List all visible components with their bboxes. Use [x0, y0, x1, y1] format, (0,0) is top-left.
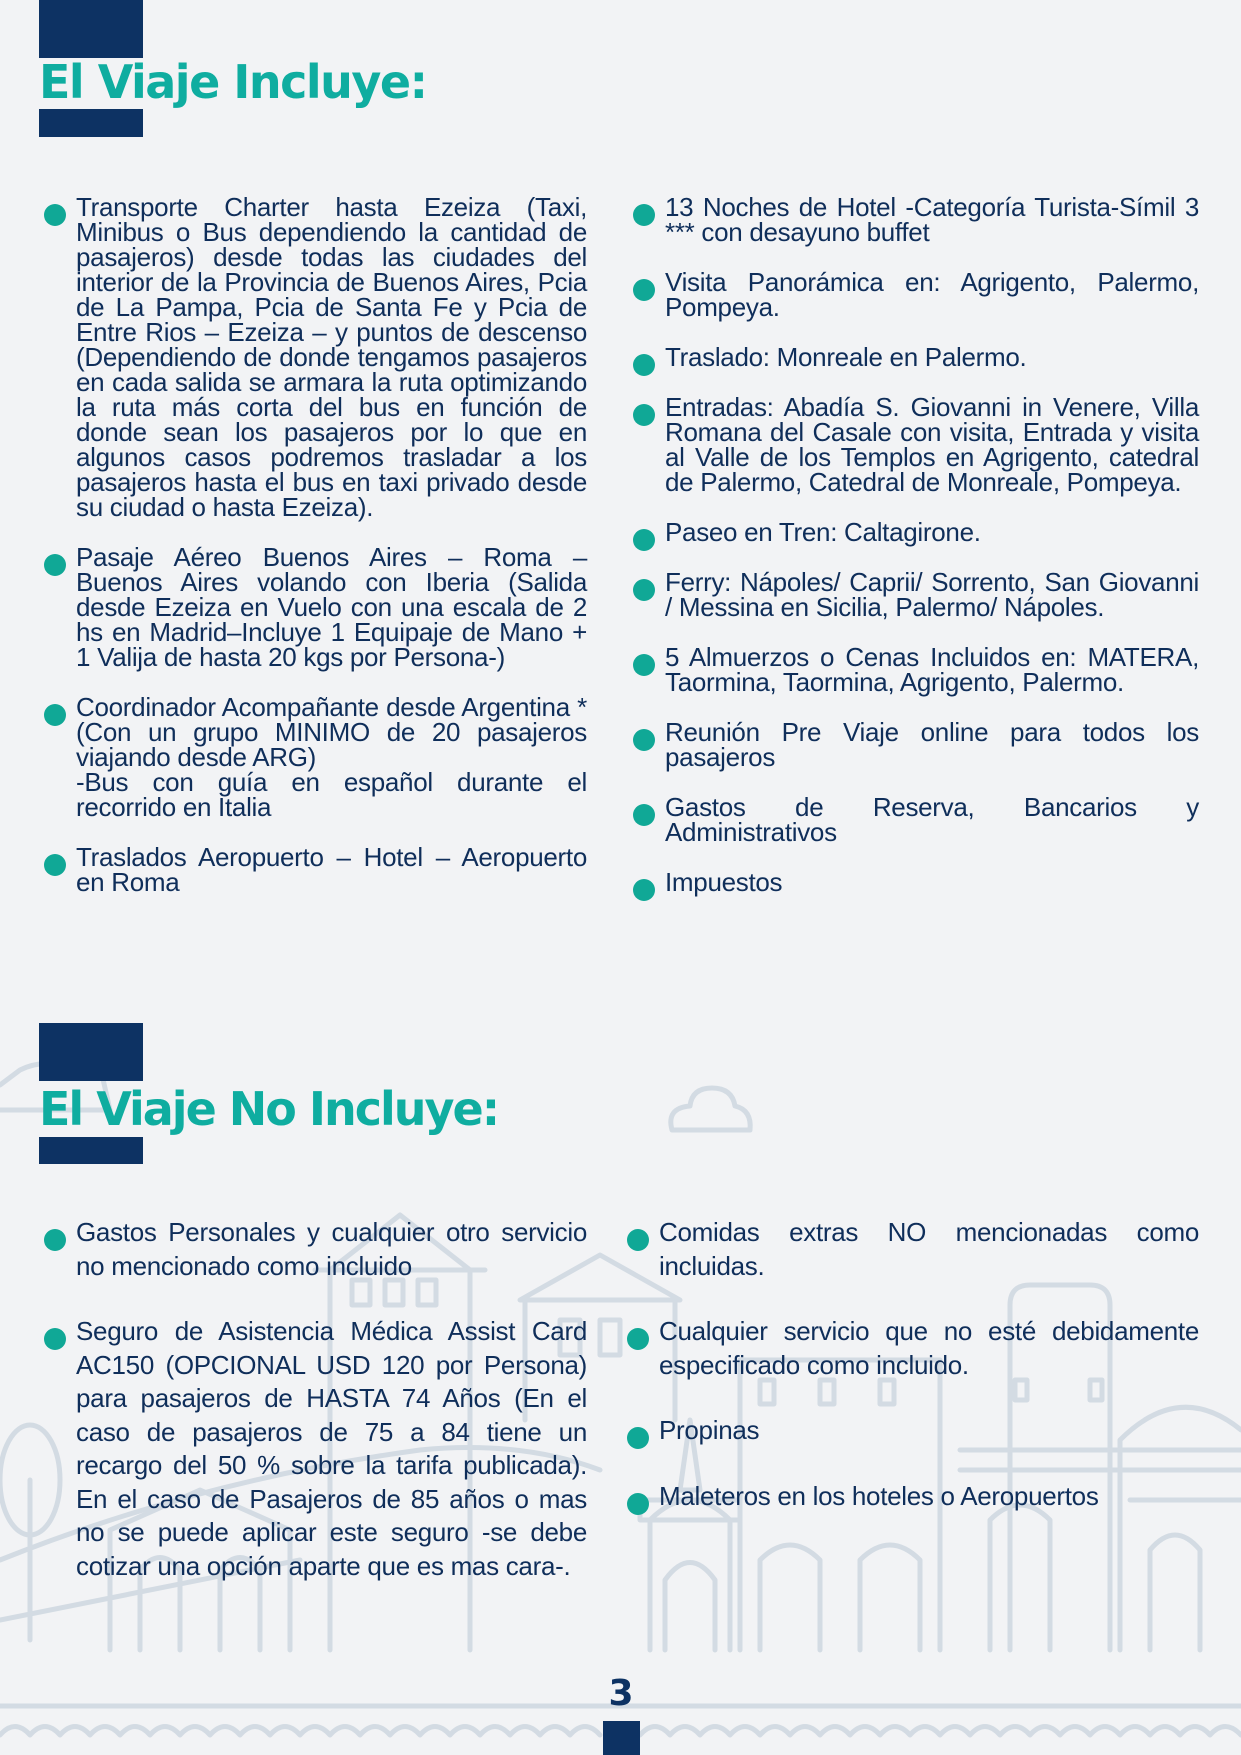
teal-dot-icon [44, 1328, 66, 1350]
teal-dot-icon [633, 404, 655, 426]
included-list-left [40, 192, 587, 920]
item-text: Propinas [659, 1415, 760, 1445]
teal-dot-icon [44, 704, 66, 726]
list-item [40, 692, 587, 822]
item-text: Pasaje Aéreo Buenos Aires – Roma – Buenos Aires volando con Iberia (Salida desde Ezeiza en Vuelo con una escala de 2 hs en Madrid–Incluye 1 Equipaje de Mano + 1 Valija de hasta 20 kgs por Persona-) [76, 542, 587, 672]
not-included-list-left [40, 1216, 587, 1615]
item-text: Coordinador Acompañante desde Argentina *(Con un grupo MINIMO de 20 pasajeros viajando desde ARG) [76, 692, 587, 772]
item-text: 5 Almuerzos o Cenas Incluidos en: MATERA, Taormina, Taormina, Agrigento, Palermo. [665, 642, 1199, 697]
teal-dot-icon [633, 654, 655, 676]
list-item [629, 717, 1199, 772]
teal-dot-icon [627, 1493, 649, 1515]
item-text: Ferry: Nápoles/ Caprii/ Sorrento, San Giovanni / Messina en Sicilia, Palermo/ Nápoles. [665, 567, 1199, 622]
teal-dot-icon [633, 879, 655, 901]
teal-dot-icon [633, 804, 655, 826]
teal-dot-icon [633, 279, 655, 301]
header-accent-block-bottom [39, 109, 143, 137]
list-item [629, 867, 1199, 897]
list-item [623, 1414, 1199, 1448]
teal-dot-icon [44, 854, 66, 876]
teal-dot-icon [627, 1427, 649, 1449]
teal-dot-icon [633, 354, 655, 376]
list-item [623, 1216, 1199, 1283]
list-item [629, 192, 1199, 247]
list-item [623, 1315, 1199, 1382]
teal-dot-icon [627, 1328, 649, 1350]
item-text: 13 Noches de Hotel -Categoría Turista-Símil 3 *** con desayuno buffet [665, 192, 1199, 247]
list-item [40, 1315, 587, 1583]
item-text: Paseo en Tren: Caltagirone. [665, 517, 981, 547]
item-text: Entradas: Abadía S. Giovanni in Venere, Villa Romana del Casale con visita, Entrada y visita al Valle de los Templos en Agrigento, catedral de Palermo, Catedral de Monreale, Pompeya. [665, 392, 1199, 497]
list-item [629, 792, 1199, 847]
teal-dot-icon [44, 1229, 66, 1251]
item-text: Visita Panorámica en: Agrigento, Palermo, Pompeya. [665, 267, 1199, 322]
list-item [629, 517, 1199, 547]
teal-dot-icon [627, 1229, 649, 1251]
list-item [629, 392, 1199, 497]
list-item [40, 542, 587, 672]
teal-dot-icon [633, 204, 655, 226]
item-text: Seguro de Asistencia Médica Assist Card AC150 (OPCIONAL USD 120 por Persona) para pasajeros de HASTA 74 Años (En el caso de pasajeros de 75 a 84 tiene un recargo del 50 % sobre la tarifa publicada). En el caso de Pasajeros de 85 años o mas no se puede aplicar este seguro -se debe cotizar una opción aparte que es mas cara-. [76, 1316, 587, 1581]
item-text: Traslado: Monreale en Palermo. [665, 342, 1027, 372]
header-accent-block-top [39, 0, 143, 58]
item-text: Cualquier servicio que no esté debidamente especificado como incluido. [659, 1316, 1199, 1380]
list-item [629, 642, 1199, 697]
item-text: Maleteros en los hoteles o Aeropuertos [659, 1480, 1099, 1511]
list-item [623, 1480, 1199, 1514]
page-number: 3 [608, 1673, 634, 1714]
teal-dot-icon [633, 729, 655, 751]
item-text: Impuestos [665, 867, 783, 897]
included-list-right [629, 192, 1199, 920]
list-item [629, 567, 1199, 622]
section-title-included: El Viaje Incluye: [39, 55, 427, 109]
teal-dot-icon [44, 204, 66, 226]
page-tab-block [603, 1721, 640, 1755]
header-accent-block-top [39, 1023, 143, 1081]
list-item [629, 342, 1199, 372]
section-header-included [39, 0, 639, 140]
list-item [40, 1216, 587, 1283]
item-text-continued: -Bus con guía en español durante el recorrido en Italia [76, 767, 587, 822]
item-text: Comidas extras NO mencionadas como incluidas. [659, 1217, 1199, 1281]
item-text: Gastos de Reserva, Bancarios y Administrativos [665, 792, 1199, 847]
header-accent-block-bottom [39, 1137, 143, 1164]
section-title-not-included: El Viaje No Incluye: [39, 1082, 499, 1136]
section-header-not-included [39, 1023, 739, 1163]
list-item [629, 267, 1199, 322]
list-item [40, 842, 587, 897]
item-text: Transporte Charter hasta Ezeiza (Taxi, Minibus o Bus dependiendo la cantidad de pasajeros) desde todas las ciudades del interior de la Provincia de Buenos Aires, Pcia de La Pampa, Pcia de Santa Fe y Pcia de Entre Rios – Ezeiza – y puntos de descenso (Dependiendo de donde tengamos pasajeros en cada salida se armara la ruta optimizando la ruta más corta del bus en función de donde sean los pasajeros por lo que en algunos casos podremos trasladar a los pasajeros hasta el bus en taxi privado desde su ciudad o hasta Ezeiza). [76, 192, 587, 522]
item-text: Reunión Pre Viaje online para todos los pasajeros [665, 717, 1199, 772]
teal-dot-icon [633, 529, 655, 551]
not-included-list-right [623, 1216, 1199, 1545]
teal-dot-icon [44, 554, 66, 576]
item-text: Traslados Aeropuerto – Hotel – Aeropuerto en Roma [76, 842, 587, 897]
list-item [40, 192, 587, 522]
item-text: Gastos Personales y cualquier otro servicio no mencionado como incluido [76, 1217, 587, 1281]
teal-dot-icon [633, 579, 655, 601]
